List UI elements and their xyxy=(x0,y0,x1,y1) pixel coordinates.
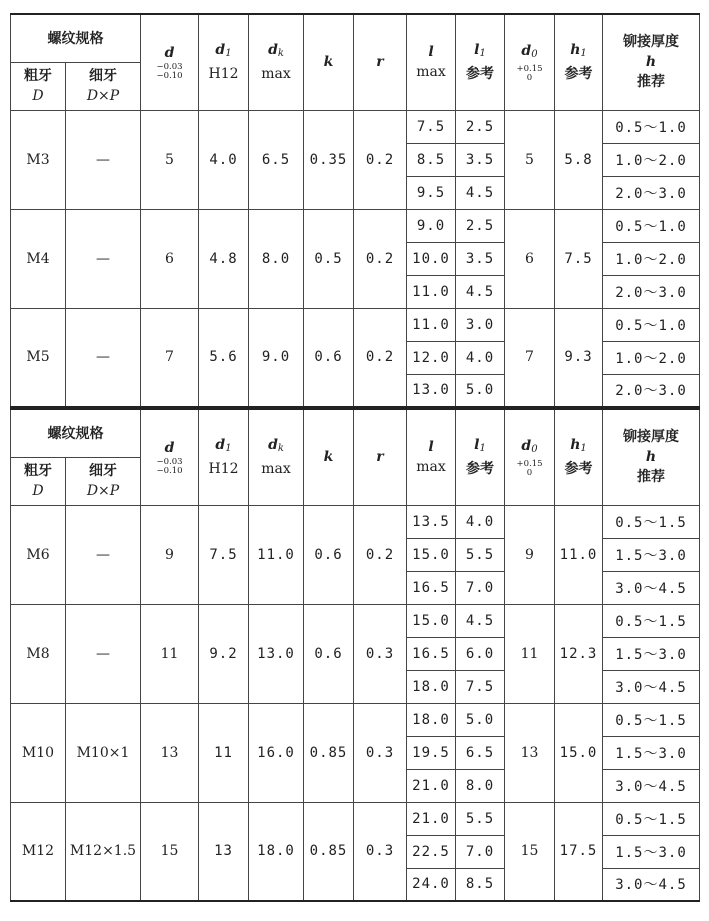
d0-cell: 6 xyxy=(505,209,555,308)
l-cell: 13.0 xyxy=(407,374,456,407)
l-cell: 15.0 xyxy=(407,604,456,637)
table-row xyxy=(11,110,700,143)
rivet-thickness-cell: 1.0～2.0 xyxy=(603,143,700,176)
l-cell: 21.0 xyxy=(407,802,456,835)
d1-header: $d_1$ H12 xyxy=(199,14,249,110)
k-header: k xyxy=(304,409,354,505)
dk-cell: 11.0 xyxy=(249,505,304,604)
d-cell: 5 xyxy=(141,110,199,209)
dk-cell: 9.0 xyxy=(249,308,304,407)
fine-thread-cell: — xyxy=(66,110,141,209)
d-header: d −0.03 −0.10 xyxy=(141,409,199,505)
l1-cell: 6.5 xyxy=(456,736,505,769)
d1-cell: 7.5 xyxy=(199,505,249,604)
dk-cell: 8.0 xyxy=(249,209,304,308)
rivet-thickness-cell: 0.5～1.5 xyxy=(603,802,700,835)
l1-cell: 4.5 xyxy=(456,176,505,209)
r-cell: 0.2 xyxy=(354,110,407,209)
d0-cell: 9 xyxy=(505,505,555,604)
r-cell: 0.3 xyxy=(354,604,407,703)
d1-cell: 9.2 xyxy=(199,604,249,703)
d1-header: $d_1$ H12 xyxy=(199,409,249,505)
rivet-thickness-cell: 1.5～3.0 xyxy=(603,637,700,670)
d0-header: $d_0$ +0.15 0 xyxy=(505,409,555,505)
rivet-thickness-cell: 3.0～4.5 xyxy=(603,670,700,703)
spec-table-1 xyxy=(10,13,700,408)
rivet-thickness-cell: 3.0～4.5 xyxy=(603,769,700,802)
l-cell: 10.0 xyxy=(407,242,456,275)
l1-cell: 3.5 xyxy=(456,143,505,176)
d1-cell: 13 xyxy=(199,802,249,901)
r-cell: 0.3 xyxy=(354,802,407,901)
k-cell: 0.35 xyxy=(304,110,354,209)
l1-cell: 5.5 xyxy=(456,802,505,835)
k-cell: 0.6 xyxy=(304,604,354,703)
rivet-thickness-cell: 1.5～3.0 xyxy=(603,736,700,769)
rivet-thickness-cell: 3.0～4.5 xyxy=(603,571,700,604)
l1-cell: 3.5 xyxy=(456,242,505,275)
l-cell: 15.0 xyxy=(407,538,456,571)
coarse-thread-cell: M4 xyxy=(11,209,66,308)
l1-cell: 4.0 xyxy=(456,505,505,538)
coarse-thread-header: 粗牙 D xyxy=(11,457,66,505)
d1-cell: 5.6 xyxy=(199,308,249,407)
k-cell: 0.85 xyxy=(304,703,354,802)
l1-cell: 5.0 xyxy=(456,374,505,407)
l1-cell: 2.5 xyxy=(456,209,505,242)
d-cell: 13 xyxy=(141,703,199,802)
rivet-thickness-cell: 0.5～1.5 xyxy=(603,505,700,538)
l1-header: $l_1$ 参考 xyxy=(456,14,505,110)
spec-table-2 xyxy=(10,408,700,902)
table-row xyxy=(11,505,700,538)
d-cell: 6 xyxy=(141,209,199,308)
fine-thread-cell: — xyxy=(66,604,141,703)
h1-cell: 7.5 xyxy=(555,209,603,308)
k-cell: 0.85 xyxy=(304,802,354,901)
l1-header: $l_1$ 参考 xyxy=(456,409,505,505)
l-cell: 9.5 xyxy=(407,176,456,209)
r-cell: 0.2 xyxy=(354,505,407,604)
rivet-thickness-cell: 1.5～3.0 xyxy=(603,835,700,868)
r-cell: 0.2 xyxy=(354,308,407,407)
rivet-thickness-cell: 1.0～2.0 xyxy=(603,242,700,275)
d1-cell: 11 xyxy=(199,703,249,802)
k-cell: 0.6 xyxy=(304,308,354,407)
rivet-thickness-cell: 0.5～1.0 xyxy=(603,110,700,143)
fine-thread-cell: — xyxy=(66,505,141,604)
fine-thread-cell: — xyxy=(66,308,141,407)
l-cell: 11.0 xyxy=(407,275,456,308)
d0-header: $d_0$ +0.15 0 xyxy=(505,14,555,110)
thread-spec-header: 螺纹规格 xyxy=(11,409,141,457)
fine-thread-header: 细牙 D×P xyxy=(66,62,141,110)
l1-cell: 6.0 xyxy=(456,637,505,670)
rivet-thickness-header: 铆接厚度 h 推荐 xyxy=(603,409,700,505)
r-cell: 0.3 xyxy=(354,703,407,802)
rivet-thickness-cell: 1.5～3.0 xyxy=(603,538,700,571)
dk-cell: 16.0 xyxy=(249,703,304,802)
fine-thread-cell: — xyxy=(66,209,141,308)
d0-cell: 5 xyxy=(505,110,555,209)
d-cell: 7 xyxy=(141,308,199,407)
d0-cell: 13 xyxy=(505,703,555,802)
thread-spec-header: 螺纹规格 xyxy=(11,14,141,62)
l-header: l max xyxy=(407,409,456,505)
coarse-thread-cell: M8 xyxy=(11,604,66,703)
fine-thread-cell: M12×1.5 xyxy=(66,802,141,901)
l-cell: 18.0 xyxy=(407,670,456,703)
table-row xyxy=(11,604,700,637)
l1-cell: 4.5 xyxy=(456,275,505,308)
fine-thread-cell: M10×1 xyxy=(66,703,141,802)
l-header: l max xyxy=(407,14,456,110)
h1-cell: 12.3 xyxy=(555,604,603,703)
rivet-thickness-cell: 0.5～1.0 xyxy=(603,209,700,242)
l-cell: 16.5 xyxy=(407,571,456,604)
rivet-thickness-cell: 1.0～2.0 xyxy=(603,341,700,374)
coarse-thread-cell: M12 xyxy=(11,802,66,901)
rivet-thickness-cell: 2.0～3.0 xyxy=(603,374,700,407)
r-cell: 0.2 xyxy=(354,209,407,308)
dk-cell: 18.0 xyxy=(249,802,304,901)
d-header: d −0.03 −0.10 xyxy=(141,14,199,110)
l1-cell: 3.0 xyxy=(456,308,505,341)
rivet-thickness-cell: 0.5～1.5 xyxy=(603,604,700,637)
dk-cell: 13.0 xyxy=(249,604,304,703)
l-cell: 21.0 xyxy=(407,769,456,802)
rivet-thickness-cell: 3.0～4.5 xyxy=(603,868,700,901)
h1-cell: 17.5 xyxy=(555,802,603,901)
fine-thread-header: 细牙 D×P xyxy=(66,457,141,505)
dk-header: $d_k$ max xyxy=(249,14,304,110)
h1-cell: 5.8 xyxy=(555,110,603,209)
h1-cell: 9.3 xyxy=(555,308,603,407)
l1-cell: 4.0 xyxy=(456,341,505,374)
l1-cell: 8.0 xyxy=(456,769,505,802)
d0-cell: 15 xyxy=(505,802,555,901)
table-row xyxy=(11,802,700,835)
rivet-thickness-header: 铆接厚度 h 推荐 xyxy=(603,14,700,110)
l1-cell: 7.0 xyxy=(456,571,505,604)
l1-cell: 5.0 xyxy=(456,703,505,736)
l-cell: 7.5 xyxy=(407,110,456,143)
h1-cell: 11.0 xyxy=(555,505,603,604)
l-cell: 18.0 xyxy=(407,703,456,736)
l-cell: 9.0 xyxy=(407,209,456,242)
l-cell: 22.5 xyxy=(407,835,456,868)
table-row xyxy=(11,209,700,242)
d-cell: 15 xyxy=(141,802,199,901)
dk-cell: 6.5 xyxy=(249,110,304,209)
coarse-thread-cell: M5 xyxy=(11,308,66,407)
dk-header: $d_k$ max xyxy=(249,409,304,505)
l-cell: 12.0 xyxy=(407,341,456,374)
k-header: k xyxy=(304,14,354,110)
coarse-thread-cell: M6 xyxy=(11,505,66,604)
k-cell: 0.6 xyxy=(304,505,354,604)
l-cell: 8.5 xyxy=(407,143,456,176)
l-cell: 19.5 xyxy=(407,736,456,769)
table-row xyxy=(11,703,700,736)
coarse-thread-cell: M10 xyxy=(11,703,66,802)
rivet-thickness-cell: 2.0～3.0 xyxy=(603,275,700,308)
l1-cell: 4.5 xyxy=(456,604,505,637)
d1-cell: 4.0 xyxy=(199,110,249,209)
rivet-thickness-cell: 0.5～1.5 xyxy=(603,703,700,736)
l1-cell: 7.0 xyxy=(456,835,505,868)
rivet-thickness-cell: 0.5～1.0 xyxy=(603,308,700,341)
l1-cell: 7.5 xyxy=(456,670,505,703)
l-cell: 24.0 xyxy=(407,868,456,901)
h1-cell: 15.0 xyxy=(555,703,603,802)
d0-cell: 7 xyxy=(505,308,555,407)
d-cell: 9 xyxy=(141,505,199,604)
l1-cell: 5.5 xyxy=(456,538,505,571)
l1-cell: 8.5 xyxy=(456,868,505,901)
coarse-thread-header: 粗牙 D xyxy=(11,62,66,110)
rivet-thickness-cell: 2.0～3.0 xyxy=(603,176,700,209)
d-cell: 11 xyxy=(141,604,199,703)
d1-cell: 4.8 xyxy=(199,209,249,308)
table-row xyxy=(11,308,700,341)
l-cell: 11.0 xyxy=(407,308,456,341)
k-cell: 0.5 xyxy=(304,209,354,308)
r-header: r xyxy=(354,14,407,110)
coarse-thread-cell: M3 xyxy=(11,110,66,209)
l-cell: 16.5 xyxy=(407,637,456,670)
h1-header: $h_1$ 参考 xyxy=(555,14,603,110)
r-header: r xyxy=(354,409,407,505)
d0-cell: 11 xyxy=(505,604,555,703)
l-cell: 13.5 xyxy=(407,505,456,538)
h1-header: $h_1$ 参考 xyxy=(555,409,603,505)
l1-cell: 2.5 xyxy=(456,110,505,143)
